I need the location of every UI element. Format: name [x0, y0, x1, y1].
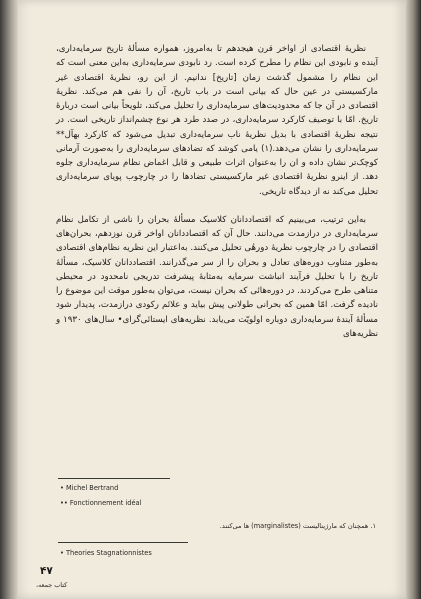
footnote-1: ۱. همچنان که مارژینالیست (marginalistes) ها می‌کنند.: [219, 522, 376, 530]
page-edge-shadow: [406, 0, 421, 599]
footnote-ideal: •• Fonctionnement idéal: [60, 499, 142, 507]
paragraph-2: به‌این ترتیب، می‌بینیم که اقتصاددانان کلاسیک مسألهٔ بحران را ناشی از تکامل نظام سرمایه‌داری در درازمدت می‌دانند. حال آن که اقتصاددانان اواخر قرن نوزدهم، بحران‌های اقتصادی را در چارچوب نظریهٔ دورهٔی تحلیل می‌کنند. به‌اعتبار این نظریه نظام‌های اقتصادی به‌طور متناوب دوره‌های تعادل و بحران را از سر می‌گذرانند. اقتصاددانان کلاسیک، مسألهٔ تاریخ را با تحلیل فرآیند انباشت سرمایه به‌مثابهٔ پیشرفت تدریجی نامحدود در محیطی متناهی طرح می‌کردند. در دوره‌هائی که بحران نیست، می‌توان به‌طور موقت این موضوع را نادیده گرفت. امّا همین که بحرانی طولانی پیش بیاید و علائم رکودی درازمدت، پدیدار شود مسألهٔ آیندهٔ سرمایه‌داری دوباره اولویّت می‌یابد. نظریه‌های ایستائی‌گرای• سال‌های ۱۹۳۰ و نظریه‌های: [56, 214, 379, 339]
footnote-stagnation: • Theories Stagnationnistes: [60, 549, 152, 557]
book-spine-shadow: [0, 0, 18, 599]
page-number: ۴۷: [40, 565, 53, 577]
source-label: کتاب جمعه،: [36, 581, 68, 589]
paragraph-1: نظریهٔ اقتصادی از اواخر قرن هیجدهم تا به‌امروز، همواره مسألهٔ تاریخ سرمایه‌داری، آینده و نابودی این نظام را مطرح کرده است. رد نابودی سرمایه‌داری به‌این معنی است که این نظام را مشمول گذشت زمان [تاریخ] ندانیم. از این رو، نظریهٔ اقتصادی غیر مارکسیستی در عین حال که بیانی است در باب تاریخ، آن را نفی هم می‌کند. نظریهٔ اقتصادی در آن جا که محدودیت‌های سرمایه‌داری را تحلیل می‌کند، تلویحاً بیانی است دربارهٔ تاریخ. امّا با توصیف کارکرد سرمایه‌داری، در صدد طرد هر نوع چشم‌انداز تاریخی است. در نتیجه نظریهٔ اقتصادی با بدیل نظریهٔ ناب سرمایه‌داری تبدیل می‌شود که کارکرد بهآل** سرمایه‌داری را نشان می‌دهد.(۱) یامی کوشد که تضادهای سرمایه‌داری را به‌صورت آرمانی کوچک‌تر نشان داده و ان را به‌عنوان اثرات طبیعی و قابل اغماض نظام سرمایه‌داری جلوه دهد. از اینرو نظریهٔ اقتصادی غیر مارکسیستی تضادها را در چارچوب پویای سرمایه‌داری تحلیل می‌کند نه از دیدگاه تاریخی.: [56, 44, 379, 197]
footnote-rule-top: [58, 478, 170, 479]
footnote-rule-bottom: [58, 542, 188, 543]
footnote-author: • Michel Bertrand: [60, 484, 119, 492]
body-text: [56, 42, 378, 341]
